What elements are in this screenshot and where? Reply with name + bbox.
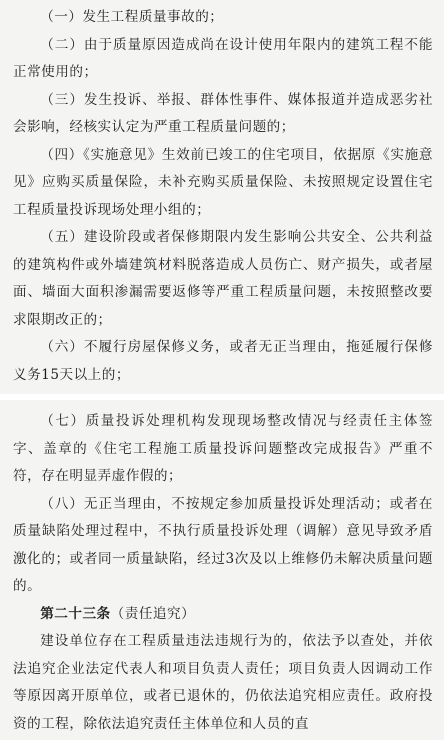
clause-7: （七）质量投诉处理机构发现现场整改情况与经责任主体签字、盖章的《住宅工程施工质量投诉问题整改完成报告》严重不符，存在明显弄虚作假的；: [13, 413, 433, 484]
article-number: 第二十三条: [40, 605, 111, 622]
clause-3: （三）发生投诉、举报、群体性事件、媒体报道并造成恶劣社会影响，经核实认定为严重工程质量问题的；: [13, 91, 433, 135]
clause-4: （四）《实施意见》生效前已竣工的住宅项目，依据原《实施意见》应购买质量保险，未补充购买质量保险、未按照规定设置住宅工程质量投诉现场处理小组的；: [13, 146, 433, 218]
article-body: 建设单位存在工程质量违法违规行为的，依法予以查处，并依法追究企业法定代表人和项目负责人责任；项目负责人因调动工作等原因离开原单位，或者已退休的，仍依法追究相应责任。政府投资的工程，除依法追究责任主体单位和人员的直: [13, 633, 433, 732]
document-section-lower: [0, 400, 444, 740]
clause-6: （六）不履行房屋保修义务，或者无正当理由，拖延履行保修义务15天以上的；: [13, 339, 433, 383]
clause-8: （八）无正当理由，不按规定参加质量投诉处理活动；或者在质量缺陷处理过程中，不执行质量投诉处理（调解）意见导致矛盾激化的；或者同一质量缺陷，经过3次及以上维修仍未解决质量问题的。: [13, 495, 433, 594]
article-heading: [13, 601, 433, 629]
clause-1: （一）发生工程质量事故的；: [40, 9, 224, 25]
clause-2: （二）由于质量原因造成尚在设计使用年限内的建筑工程不能正常使用的；: [13, 36, 433, 80]
article-title: （责任追究）: [110, 605, 196, 622]
clause-5: （五）建设阶段或者保修期限内发生影响公共安全、公共利益的建筑构件或外墙建筑材料脱落造成人员伤亡、财产损失，或者屋面、墙面大面积渗漏需要返修等严重工程质量问题，未按照整改要求限期改正的；: [13, 229, 433, 328]
